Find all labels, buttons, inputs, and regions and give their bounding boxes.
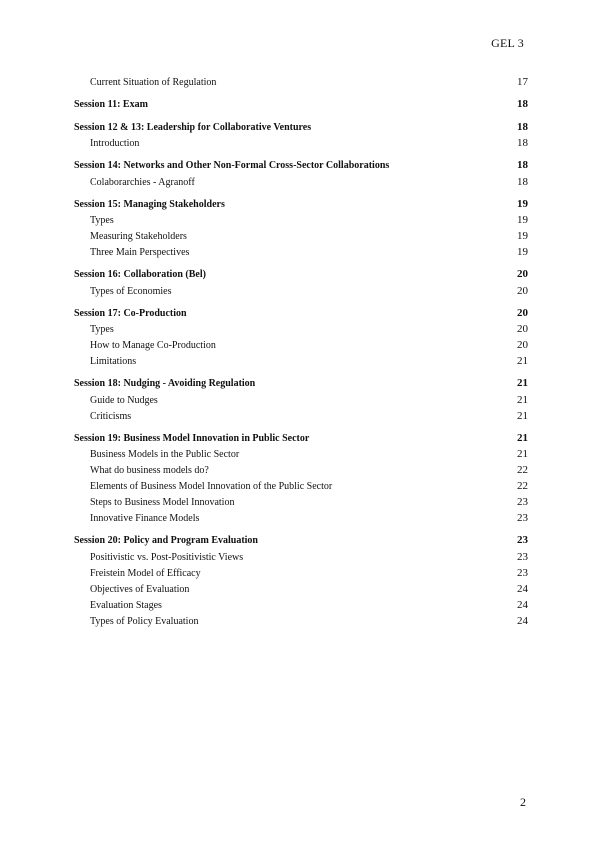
toc-entry-page: 21 [517,448,528,460]
toc-section-entry[interactable] [74,97,528,113]
toc-subsection-entry[interactable] [74,597,528,613]
toc-entry-page: 18 [517,137,528,149]
toc-entry-title: Types of Economies [90,285,172,297]
toc-entry-title: Types [90,215,114,226]
toc-entry-page: 22 [517,480,528,492]
toc-entry-page: 23 [517,550,528,563]
toc-subsection-entry[interactable] [74,321,528,337]
toc-entry-page: 18 [517,98,528,110]
toc-entry-title: Colaborarchies - Agranoff [90,176,195,188]
toc-entry-page: 19 [517,230,528,242]
toc-entry-title: Objectives of Evaluation [90,583,190,595]
toc-entry-page: 23 [517,512,528,524]
toc-entry-title: Steps to Business Model Innovation [90,497,235,508]
toc-section-entry[interactable] [74,533,528,549]
toc-entry-title: Session 16: Collaboration (Bel) [74,269,206,280]
toc-entry-title: How to Manage Co-Production [90,340,216,351]
toc-entry-title: Positivistic vs. Post-Positivistic Views [90,551,244,563]
toc-subsection-entry[interactable] [74,494,528,510]
toc-entry-title: Session 20: Policy and Program Evaluation [74,535,258,546]
toc-entry-page: 19 [517,246,528,258]
toc-entry-page: 20 [517,323,528,335]
toc-subsection-entry[interactable] [74,408,528,424]
toc-entry-page: 23 [517,534,528,546]
toc-entry-page: 21 [517,431,528,444]
toc-section-entry[interactable] [74,158,528,174]
toc-entry-title: Measuring Stakeholders [90,231,187,242]
toc-entry-page: 19 [517,214,528,226]
toc-entry-page: 24 [517,582,528,595]
toc-entry-title: What do business models do? [90,465,209,476]
page-number: 2 [520,795,526,809]
toc-subsection-entry[interactable] [74,74,528,90]
toc-entry-page: 18 [517,159,528,171]
toc-subsection-entry[interactable] [74,510,528,526]
toc-subsection-entry[interactable] [74,244,528,260]
toc-entry-title: Guide to Nudges [90,394,158,406]
toc-entry-title: Elements of Business Model Innovation of the Public Sector [90,481,333,492]
toc-subsection-entry[interactable] [74,549,528,565]
toc-entry-page: 24 [517,614,528,627]
toc-entry-page: 22 [517,464,528,476]
toc-entry-title: Session 19: Business Model Innovation in Public Sector [74,432,310,444]
toc-subsection-entry[interactable] [74,446,528,462]
toc-entry-title: Three Main Perspectives [90,247,190,258]
toc-section-entry[interactable] [74,120,528,136]
toc-entry-page: 17 [517,76,528,88]
toc-subsection-entry[interactable] [74,174,528,190]
toc-subsection-entry[interactable] [74,565,528,581]
toc-entry-page: 18 [517,175,528,188]
toc-entry-title: Session 18: Nudging - Avoiding Regulation [74,378,256,389]
toc-subsection-entry[interactable] [74,613,528,629]
toc-section-entry[interactable] [74,306,528,322]
toc-section-entry[interactable] [74,197,528,213]
toc-entry-title: Limitations [90,356,137,367]
toc-entry-title: Types of Policy Evaluation [90,615,199,627]
toc-entry-title: Innovative Finance Models [90,513,200,524]
toc-subsection-entry[interactable] [74,135,528,151]
toc-subsection-entry[interactable] [74,337,528,353]
toc-entry-page: 23 [517,566,528,579]
toc-entry-page: 18 [517,120,528,133]
toc-subsection-entry[interactable] [74,228,528,244]
table-of-contents [74,74,528,629]
toc-entry-title: Current Situation of Regulation [90,77,217,88]
toc-entry-title: Session 15: Managing Stakeholders [74,198,225,210]
toc-subsection-entry[interactable] [74,581,528,597]
toc-entry-page: 21 [517,393,528,406]
toc-entry-page: 19 [517,197,528,210]
toc-entry-title: Types [90,324,114,335]
toc-entry-page: 21 [517,355,528,367]
toc-entry-title: Session 17: Co-Production [74,307,187,319]
toc-subsection-entry[interactable] [74,392,528,408]
toc-entry-page: 23 [517,496,528,508]
toc-subsection-entry[interactable] [74,462,528,478]
toc-entry-page: 20 [517,268,528,280]
toc-entry-title: Introduction [90,138,140,149]
toc-subsection-entry[interactable] [74,212,528,228]
toc-subsection-entry[interactable] [74,353,528,369]
toc-entry-page: 21 [517,377,528,389]
toc-section-entry[interactable] [74,267,528,283]
toc-subsection-entry[interactable] [74,478,528,494]
toc-entry-title: Evaluation Stages [90,599,162,611]
toc-entry-title: Session 11: Exam [74,99,148,110]
toc-entry-title: Freistein Model of Efficacy [90,567,201,579]
toc-entry-title: Criticisms [90,410,132,422]
toc-subsection-entry[interactable] [74,283,528,299]
toc-entry-page: 20 [517,306,528,319]
toc-entry-title: Session 12 & 13: Leadership for Collaborative Ventures [74,121,312,133]
toc-entry-page: 24 [517,598,528,611]
toc-section-entry[interactable] [74,431,528,447]
toc-entry-page: 20 [517,284,528,297]
toc-section-entry[interactable] [74,376,528,392]
running-header: GEL 3 [491,36,524,50]
toc-entry-title: Business Models in the Public Sector [90,449,240,460]
toc-entry-page: 21 [517,409,528,422]
toc-entry-title: Session 14: Networks and Other Non-Formal Cross-Sector Collaborations [74,160,390,171]
toc-entry-page: 20 [517,339,528,351]
